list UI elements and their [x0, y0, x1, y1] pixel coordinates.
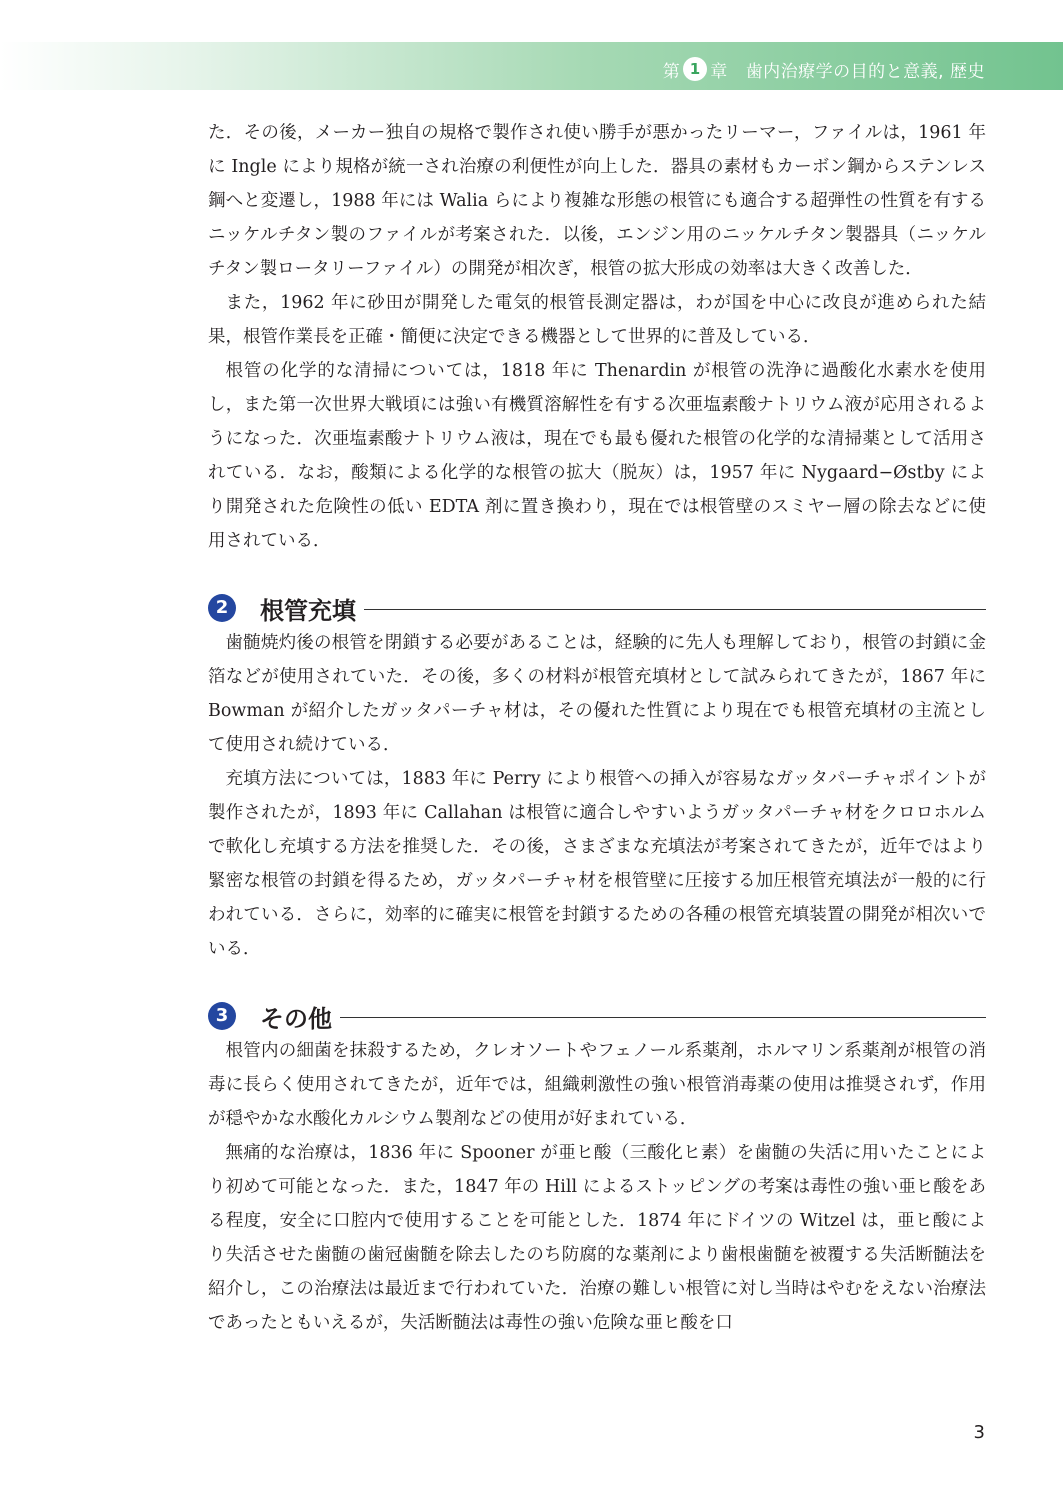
section-2-title: 根管充填: [260, 596, 356, 625]
section-2-paragraph-1: 歯髄焼灼後の根管を閉鎖する必要があることは，経験的に先人も理解しており，根管の封鎖に金箔などが使用されていた．その後，多くの材料が根管充填材として試みられてきたが，1867 年に Bowman が紹介したガッタパーチャ材は，その優れた性質により現在でも根管充填材の主流として使用され続けている．: [208, 633, 986, 755]
section-3-number: 3: [208, 1002, 236, 1030]
section-2-paragraph-2: 充填方法については，1883 年に Perry により根管への挿入が容易なガッタパーチャポイントが製作されたが，1893 年に Callahan は根管に適合しやすいようガッタパーチャ材をクロロホルムで軟化し充填する方法を推奨した．その後，さまざまな充填法が考案されてきたが，近年ではより緊密な根管の封鎖を得るため，ガッタパーチャ材を根管壁に圧接する加圧根管充填法が一般的に行われている．さらに，効率的に確実に根管を封鎖するための各種の根管充填装置の開発が相次いでいる．: [208, 769, 986, 959]
page-number: 3: [973, 1422, 985, 1443]
running-header: [663, 56, 985, 82]
chapter-suffix: 章: [710, 61, 728, 82]
section-3-paragraph-2: 無痛的な治療は，1836 年に Spooner が亜ヒ酸（三酸化ヒ素）を歯髄の失活に用いたことにより初めて可能となった．また，1847 年の Hill によるストッピングの考案は毒性の強い亜ヒ酸をある程度，安全に口腔内で使用することを可能とした．1874 年にドイツの Witzel は，亜ヒ酸により失活させた歯髄の歯冠歯髄を除去したのち防腐的な薬剤により歯根歯髄を被覆する失活断髄法を紹介し，この治療法は最近まで行われていた．治療の難しい根管に対し当時はやむをえない治療法であったともいえるが，失活断髄法は毒性の強い危険な亜ヒ酸を口: [208, 1143, 986, 1333]
page-body: [208, 116, 986, 1340]
section-3-paragraph-1: 根管内の細菌を抹殺するため，クレオソートやフェノール系薬剤，ホルマリン系薬剤が根管の消毒に長らく使用されてきたが，近年では，組織刺激性の強い根管消毒薬の使用は推奨されず，作用が穏やかな水酸化カルシウム製剤などの使用が好まれている．: [208, 1041, 986, 1129]
intro-paragraph-1: た．その後，メーカー独自の規格で製作され使い勝手が悪かったリーマー，ファイルは，1961 年に Ingle により規格が統一され治療の利便性が向上した．器具の素材もカーボン鋼からステンレス鋼へと変遷し，1988 年には Walia らにより複雑な形態の根管にも適合する超弾性の性質を有するニッケルチタン製のファイルが考案された．以後，エンジン用のニッケルチタン製器具（ニッケルチタン製ロータリーファイル）の開発が相次ぎ，根管の拡大形成の効率は大きく改善した．: [208, 123, 986, 279]
section-2-number: 2: [208, 594, 236, 622]
chapter-prefix: 第: [662, 61, 681, 82]
chapter-title: 歯内治療学の目的と意義, 歴史: [745, 61, 985, 82]
section-2-heading: [208, 590, 986, 626]
intro-paragraph-3: 根管の化学的な清掃については，1818 年に Thenardin が根管の洗浄に過酸化水素水を使用し，また第一次世界大戦頃には強い有機質溶解性を有する次亜塩素酸ナトリウム液が応用されるようになった．次亜塩素酸ナトリウム液は，現在でも最も優れた根管の化学的な清掃薬として活用されている．なお，酸類による化学的な根管の拡大（脱灰）は，1957 年に Nygaard−Østby により開発された危険性の低い EDTA 剤に置き換わり，現在では根管壁のスミヤー層の除去などに使用されている．: [208, 361, 986, 551]
intro-paragraph-2: また，1962 年に砂田が開発した電気的根管長測定器は，わが国を中心に改良が進められた結果，根管作業長を正確・簡便に決定できる機器として世界的に普及している．: [208, 293, 986, 347]
section-2-rule: [364, 609, 986, 610]
section-3-rule: [340, 1017, 986, 1018]
section-3-title: その他: [260, 1004, 332, 1033]
chapter-number-badge: 1: [683, 57, 707, 81]
section-3-heading: [208, 998, 986, 1034]
